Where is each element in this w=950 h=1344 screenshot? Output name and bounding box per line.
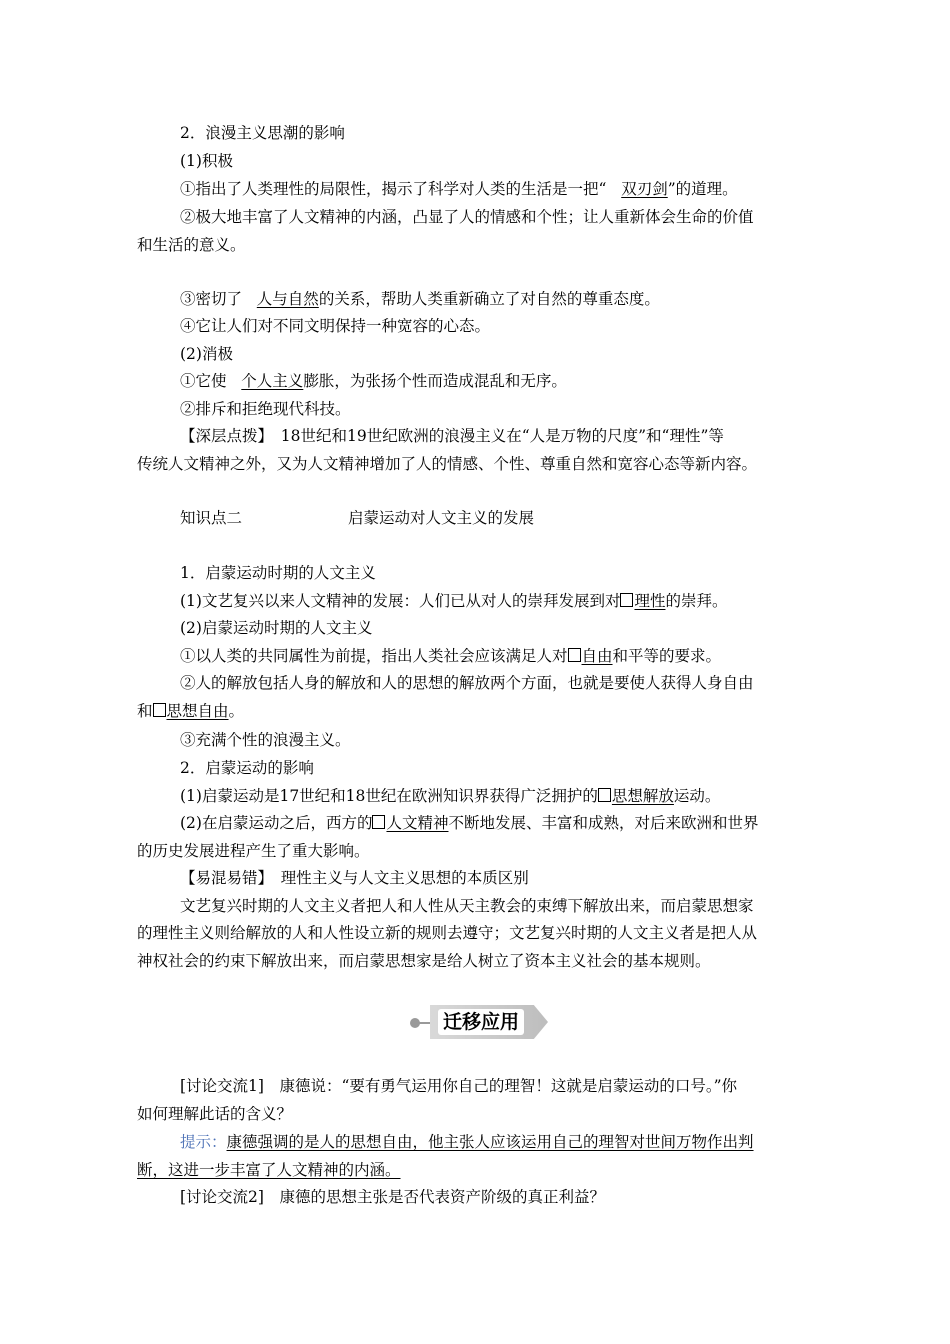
checkbox-icon xyxy=(620,593,633,607)
section-badge-label: 迁移应用 xyxy=(438,1009,524,1035)
answer-blank: 双刃剑 xyxy=(621,180,668,198)
section-heading-influence: 2．启蒙运动的影响 xyxy=(180,759,314,777)
discussion-1: [讨论交流1] 康德说：“要有勇气运用你自己的理智！这就是启蒙运动的口号。”你 xyxy=(180,1077,738,1095)
hint-paragraph-cont: 断，这进一步丰富了人文精神的内涵。 xyxy=(137,1161,401,1179)
section-badge xyxy=(410,1005,536,1039)
deep-tip: 【深层点拨】 18世纪和19世纪欧洲的浪漫主义在“人是万物的尺度”和“理性”等 xyxy=(180,427,724,445)
answer-blank: 思想解放 xyxy=(611,787,674,805)
checkbox-icon xyxy=(372,815,385,829)
hint-paragraph: 提示：康德强调的是人的思想自由，他主张人应该运用自己的理智对世间万物作出判 xyxy=(180,1133,754,1151)
knowledge-point-label: 知识点二 xyxy=(180,509,243,527)
knowledge-point-title: 启蒙运动对人文主义的发展 xyxy=(348,509,535,527)
discussion-2: [讨论交流2] 康德的思想主张是否代表资产阶级的真正利益？ xyxy=(180,1188,605,1206)
paragraph-c2: (2)在启蒙运动之后，西方的 人文精神不断地发展、丰富和成熟，对后来欧洲和世界 xyxy=(180,814,759,832)
paragraph-c2-cont: 的历史发展进程产生了重大影响。 xyxy=(137,842,370,860)
paragraph-b1: ①以人类的共同属性为前提，指出人类社会应该满足人对 自由和平等的要求。 xyxy=(180,647,722,665)
easy-confuse-heading: 【易混易错】 理性主义与人文主义思想的本质区别 xyxy=(180,869,529,887)
paragraph-neg-1: ①它使 个人主义膨胀，为张扬个性而造成混乱和无序。 xyxy=(180,372,567,390)
discussion-1-cont: 如何理解此话的含义？ xyxy=(137,1105,293,1123)
easy-confuse-line-2: 的理性主义则给解放的人和人性设立新的规则去遵守；文艺复兴时期的人文主义者是把人从 xyxy=(137,924,758,942)
answer-blank: 思想自由 xyxy=(166,702,229,720)
subheading-negative: (2)消极 xyxy=(180,345,233,363)
section-heading-romanticism: 2．浪漫主义思潮的影响 xyxy=(180,124,345,142)
paragraph-point-4: ④它让人们对不同文明保持一种宽容的心态。 xyxy=(180,317,491,335)
section-heading-enlightenment: 1．启蒙运动时期的人文主义 xyxy=(180,564,376,582)
paragraph-point-1: ①指出了人类理性的局限性，揭示了科学对人类的生活是一把“ 双刃剑”的道理。 xyxy=(180,180,738,198)
subheading-positive: (1)积极 xyxy=(180,152,233,170)
paragraph-point-2: ②极大地丰富了人文精神的内涵，凸显了人的情感和个性；让人重新体会生命的价值 xyxy=(180,208,754,226)
answer-blank: 理性 xyxy=(634,592,666,610)
checkbox-icon xyxy=(568,648,581,662)
paragraph-point-2-cont: 和生活的意义。 xyxy=(137,236,246,254)
easy-confuse-line-1: 文艺复兴时期的人文主义者把人和人性从天主教会的束缚下解放出来，而启蒙思想家 xyxy=(180,897,754,915)
paragraph-a1: (1)文艺复兴以来人文精神的发展：人们已从对人的崇拜发展到对 理性的崇拜。 xyxy=(180,592,728,610)
hint-label: 提示： xyxy=(180,1133,227,1151)
answer-blank: 人文精神 xyxy=(386,814,449,832)
checkbox-icon xyxy=(153,703,166,717)
paragraph-b2: ②人的解放包括人身的解放和人的思想的解放两个方面，也就是要使人获得人身自由 xyxy=(180,674,754,692)
answer-blank: 人与自然 xyxy=(256,290,319,308)
paragraph-b3: ③充满个性的浪漫主义。 xyxy=(180,731,351,749)
easy-confuse-line-3: 神权社会的约束下解放出来，而启蒙思想家是给人树立了资本主义社会的基本规则。 xyxy=(137,952,711,970)
paragraph-neg-2: ②排斥和拒绝现代科技。 xyxy=(180,400,351,418)
checkbox-icon xyxy=(598,788,611,802)
paragraph-c1: (1)启蒙运动是17世纪和18世纪在欧洲知识界获得广泛拥护的 思想解放运动。 xyxy=(180,787,721,805)
paragraph-point-3: ③密切了 人与自然的关系，帮助人类重新确立了对自然的尊重态度。 xyxy=(180,290,660,308)
deep-tip-cont: 传统人文精神之外，又为人文精神增加了人的情感、个性、尊重自然和宽容心态等新内容。 xyxy=(137,455,758,473)
answer-blank: 个人主义 xyxy=(241,372,304,390)
paragraph-a2: (2)启蒙运动时期的人文主义 xyxy=(180,619,373,637)
paragraph-b2-cont: 和 思想自由。 xyxy=(137,702,245,720)
answer-blank: 自由 xyxy=(581,647,613,665)
